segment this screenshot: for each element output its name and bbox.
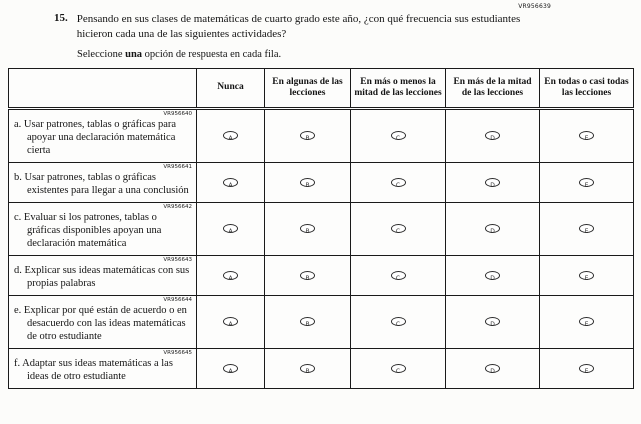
answer-cell bbox=[446, 163, 540, 203]
bubble-letter: E bbox=[584, 274, 589, 282]
bubble-letter: A bbox=[228, 367, 233, 375]
answer-cell bbox=[446, 203, 540, 256]
answer-bubble[interactable] bbox=[485, 364, 500, 373]
bubble-letter: E bbox=[584, 228, 589, 236]
bubble-letter: C bbox=[395, 181, 401, 189]
answer-cell bbox=[446, 296, 540, 349]
row-code: VR956642 bbox=[163, 204, 192, 211]
answer-bubble[interactable] bbox=[579, 317, 594, 329]
row-stem-cell bbox=[9, 296, 197, 349]
row-code: VR956643 bbox=[163, 257, 192, 264]
answer-cell bbox=[540, 203, 634, 256]
answer-cell bbox=[265, 349, 351, 389]
answer-bubble[interactable] bbox=[223, 178, 238, 187]
header-row bbox=[9, 69, 634, 109]
instruction-bold: una bbox=[125, 49, 143, 60]
answer-cell bbox=[446, 349, 540, 389]
answer-cell bbox=[351, 296, 446, 349]
question-text: Pensando en sus clases de matemáticas de cuarto grado este año, ¿con qué frecuencia sus estudiantes hicieron cada una de las siguientes actividades? bbox=[76, 13, 521, 40]
row-label: b. Usar patrones, tablas o gráficas existentes para llegar a una conclusión bbox=[14, 172, 189, 197]
bubble-letter: B bbox=[305, 367, 310, 375]
bubble-letter: C bbox=[395, 135, 401, 143]
row-stem-cell bbox=[9, 203, 197, 256]
bubble-letter: B bbox=[305, 274, 310, 282]
answer-cell bbox=[197, 349, 265, 389]
bubble-letter: C bbox=[395, 367, 401, 375]
answer-bubble[interactable] bbox=[300, 364, 315, 373]
answer-cell bbox=[197, 109, 265, 163]
answer-bubble[interactable] bbox=[391, 224, 406, 236]
table-row bbox=[9, 203, 634, 256]
row-label: c. Evaluar si los patrones, tablas o gráficas disponibles apoyan una declaración matemática bbox=[14, 212, 162, 250]
answer-cell bbox=[351, 163, 446, 203]
row-label: e. Explicar por qué están de acuerdo o en desacuerdo con las ideas matemáticas de otro estudiante bbox=[14, 305, 187, 343]
answer-cell bbox=[265, 296, 351, 349]
answer-cell bbox=[197, 203, 265, 256]
answer-bubble[interactable] bbox=[300, 224, 315, 236]
bubble-letter: A bbox=[228, 321, 233, 329]
row-code: VR956641 bbox=[163, 164, 192, 171]
answer-bubble[interactable] bbox=[579, 224, 594, 236]
bubble-letter: C bbox=[395, 274, 401, 282]
answer-bubble[interactable] bbox=[223, 224, 238, 236]
answer-cell bbox=[197, 163, 265, 203]
bubble-letter: E bbox=[584, 321, 589, 329]
answer-cell bbox=[446, 109, 540, 163]
answer-cell bbox=[197, 256, 265, 296]
row-label: f. Adaptar sus ideas matemáticas a las ideas de otro estudiante bbox=[14, 358, 173, 383]
bubble-letter: D bbox=[490, 321, 495, 329]
answer-cell bbox=[446, 256, 540, 296]
row-label: a. Usar patrones, tablas o gráficas para apoyar una declaración matemática cierta bbox=[14, 119, 177, 157]
answer-cell bbox=[265, 109, 351, 163]
bubble-letter: D bbox=[490, 367, 495, 375]
bubble-letter: E bbox=[584, 181, 589, 189]
answer-bubble[interactable] bbox=[391, 271, 406, 280]
answer-cell bbox=[540, 256, 634, 296]
answer-bubble[interactable] bbox=[223, 271, 238, 280]
row-code: VR956644 bbox=[163, 297, 192, 304]
empty-header-cell bbox=[9, 69, 197, 109]
bubble-letter: B bbox=[305, 135, 310, 143]
bubble-letter: E bbox=[584, 135, 589, 143]
column-header-algunas: En algunas de las lecciones bbox=[265, 69, 351, 109]
answer-cell bbox=[540, 296, 634, 349]
answer-bubble[interactable] bbox=[579, 131, 594, 143]
answer-cell bbox=[351, 349, 446, 389]
instruction-text bbox=[77, 49, 281, 60]
row-label: d. Explicar sus ideas matemáticas con sus propias palabras bbox=[14, 265, 190, 290]
answer-cell bbox=[540, 163, 634, 203]
answer-bubble[interactable] bbox=[300, 131, 315, 143]
answer-bubble[interactable] bbox=[579, 271, 594, 280]
column-header-todas: En todas o casi todas las lecciones bbox=[540, 69, 634, 109]
answer-cell bbox=[265, 203, 351, 256]
instruction-prefix: Seleccione bbox=[77, 49, 126, 60]
answer-cell bbox=[351, 256, 446, 296]
answer-bubble[interactable] bbox=[485, 131, 500, 143]
answer-bubble[interactable] bbox=[485, 317, 500, 329]
row-stem-cell bbox=[9, 349, 197, 389]
answer-bubble[interactable] bbox=[485, 178, 500, 187]
answer-bubble[interactable] bbox=[391, 317, 406, 329]
bubble-letter: A bbox=[228, 274, 233, 282]
answer-bubble[interactable] bbox=[223, 364, 238, 373]
row-stem-cell bbox=[9, 163, 197, 203]
bubble-letter: D bbox=[490, 181, 495, 189]
column-header-mas-o-menos: En más o menos la mitad de las lecciones bbox=[351, 69, 446, 109]
bubble-letter: B bbox=[305, 181, 310, 189]
answer-cell bbox=[351, 109, 446, 163]
row-code: VR956640 bbox=[163, 111, 192, 117]
bubble-letter: B bbox=[305, 228, 310, 236]
table-row bbox=[9, 163, 634, 203]
bubble-letter: C bbox=[395, 321, 401, 329]
bubble-letter: E bbox=[584, 367, 589, 375]
column-header-mas-de-la-mitad: En más de la mitad de las lecciones bbox=[446, 69, 540, 109]
answer-cell bbox=[540, 109, 634, 163]
row-stem-cell bbox=[9, 256, 197, 296]
question-block bbox=[54, 12, 554, 42]
answer-bubble[interactable] bbox=[223, 131, 238, 143]
row-code: VR956645 bbox=[163, 350, 192, 357]
answer-bubble[interactable] bbox=[300, 317, 315, 329]
answer-bubble[interactable] bbox=[391, 364, 406, 373]
answer-bubble[interactable] bbox=[485, 271, 500, 280]
bubble-letter: D bbox=[490, 228, 495, 236]
table-row bbox=[9, 256, 634, 296]
bubble-letter: C bbox=[395, 228, 401, 236]
instruction-suffix: opción de respuesta en cada fila. bbox=[142, 49, 282, 60]
answer-bubble[interactable] bbox=[300, 178, 315, 187]
bubble-letter: A bbox=[228, 228, 233, 236]
bubble-letter: B bbox=[305, 321, 310, 329]
row-stem-cell bbox=[9, 109, 197, 163]
bubble-letter: D bbox=[490, 135, 495, 143]
answer-cell bbox=[540, 349, 634, 389]
answer-cell bbox=[265, 163, 351, 203]
question-number: 15. bbox=[54, 12, 68, 24]
answer-cell bbox=[265, 256, 351, 296]
table-row bbox=[9, 349, 634, 389]
table-row bbox=[9, 109, 634, 163]
answer-bubble[interactable] bbox=[579, 178, 594, 187]
answer-bubble[interactable] bbox=[579, 364, 594, 373]
column-header-nunca: Nunca bbox=[197, 69, 265, 109]
bubble-letter: A bbox=[228, 181, 233, 189]
answer-cell bbox=[197, 296, 265, 349]
answer-cell bbox=[351, 203, 446, 256]
table-row bbox=[9, 296, 634, 349]
bubble-letter: D bbox=[490, 274, 495, 282]
answer-bubble[interactable] bbox=[485, 224, 500, 236]
bubble-letter: A bbox=[228, 135, 233, 143]
answer-bubble[interactable] bbox=[391, 131, 406, 143]
response-grid bbox=[8, 68, 634, 389]
answer-bubble[interactable] bbox=[223, 317, 238, 329]
answer-bubble[interactable] bbox=[300, 271, 315, 280]
answer-bubble[interactable] bbox=[391, 178, 406, 187]
form-code: VR956639 bbox=[518, 3, 551, 10]
